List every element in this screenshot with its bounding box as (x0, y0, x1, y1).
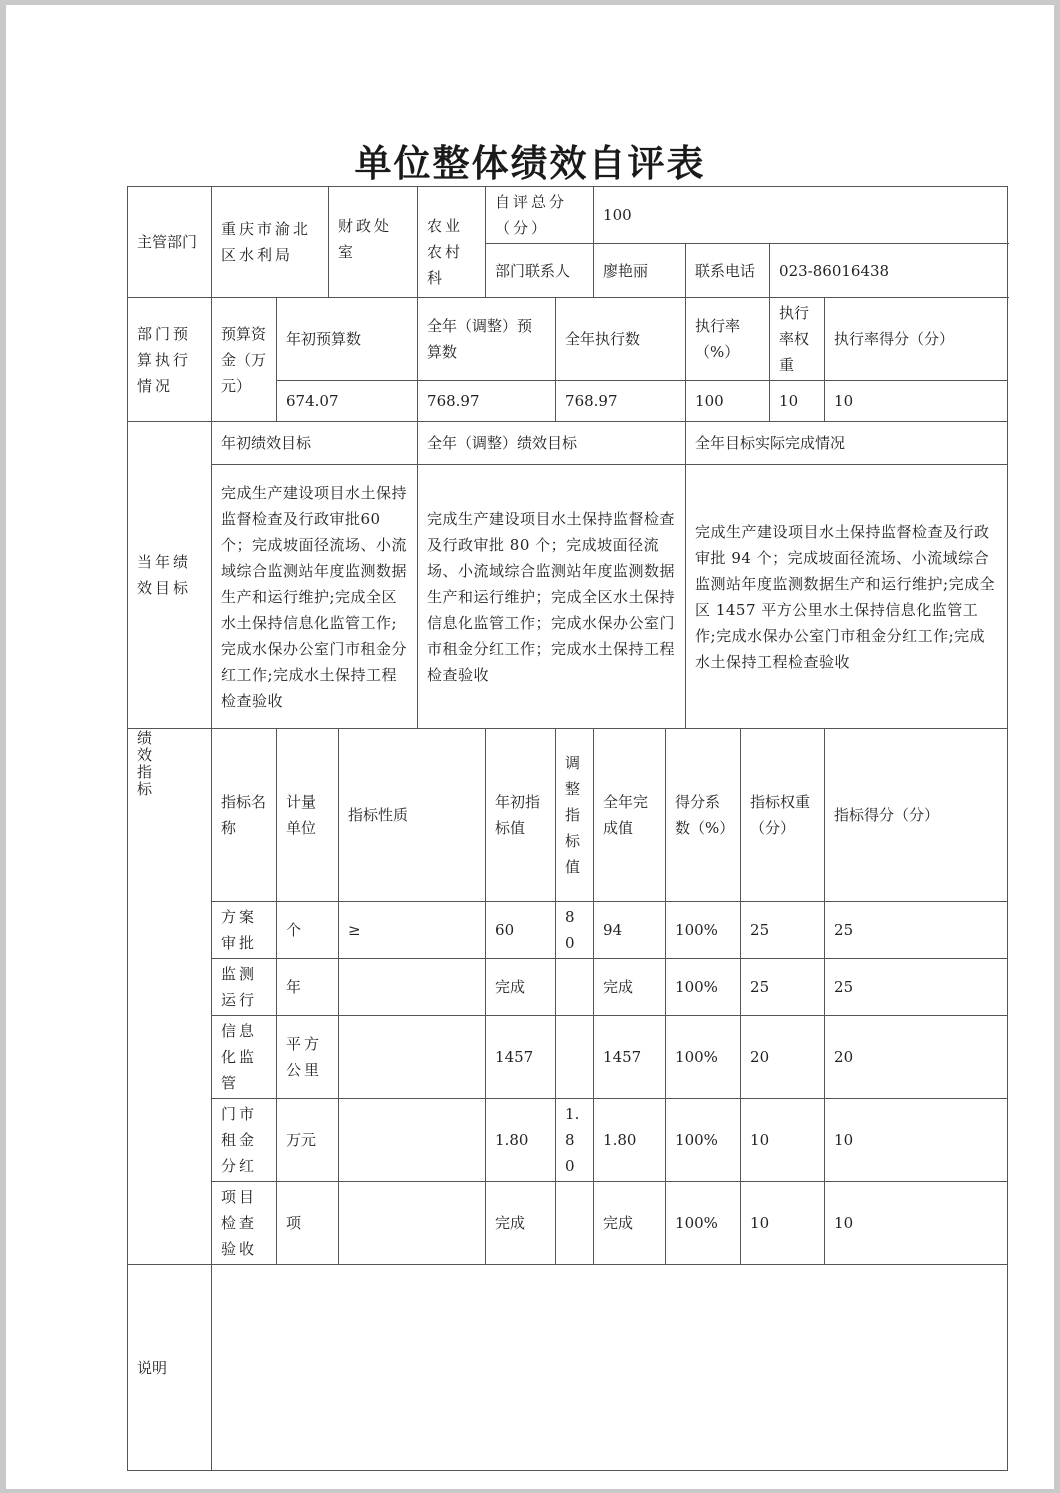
ind-row-nature (339, 1099, 486, 1182)
ind-row-adjusted: 80 (556, 902, 594, 959)
self-evaluation-table (127, 186, 1008, 1471)
ind-row-score: 20 (825, 1016, 1008, 1099)
table-row (128, 1099, 1008, 1182)
ind-row-coef: 100% (666, 1016, 741, 1099)
goals-section-label: 当年绩效目标 (128, 422, 212, 729)
budget-header-adjusted: 全年（调整）预算数 (418, 298, 556, 381)
budget-value-initial: 674.07 (277, 381, 418, 422)
ind-header-name: 指标名称 (212, 729, 277, 902)
ind-header-unit: 计量单位 (277, 729, 339, 902)
budget-value-executed: 768.97 (556, 381, 686, 422)
finance-office-cell: 财政处室 (329, 187, 418, 298)
goals-initial-text: 完成生产建设项目水土保持监督检查及行政审批60个；完成坡面径流场、小流域综合监测站年度监测数据生产和运行维护;完成全区水土保持信息化监管工作;完成水保办公室门市租金分红工作;完成水土保持工程检查验收 (212, 465, 418, 729)
ind-header-actual: 全年完成值 (594, 729, 666, 902)
ind-row-score: 25 (825, 959, 1008, 1016)
budget-value-adjusted: 768.97 (418, 381, 556, 422)
budget-value-score: 10 (825, 381, 1008, 422)
ind-row-name: 门市租金分红 (212, 1099, 277, 1182)
supervisor-label: 主管部门 (128, 187, 212, 298)
budget-value-rate: 100 (686, 381, 770, 422)
ind-row-score: 10 (825, 1182, 1008, 1265)
agri-dept-cell: 农业农村科 (418, 187, 486, 298)
budget-header-rate: 执行率（%） (686, 298, 770, 381)
budget-section-label: 部门预算执行情况 (128, 298, 212, 422)
ind-row-nature (339, 1016, 486, 1099)
table-row (128, 1016, 1008, 1099)
goals-actual-header: 全年目标实际完成情况 (686, 422, 1008, 465)
ind-row-weight: 20 (741, 1016, 825, 1099)
table-row (128, 902, 1008, 959)
ind-row-actual: 完成 (594, 959, 666, 1016)
ind-header-score: 指标得分（分） (825, 729, 1008, 902)
ind-row-nature (339, 1182, 486, 1265)
notes-label: 说明 (128, 1265, 212, 1471)
phone-value: 023-86016438 (770, 244, 1008, 298)
ind-header-coef: 得分系数（%） (666, 729, 741, 902)
goals-actual-text: 完成生产建设项目水土保持监督检查及行政审批 94 个；完成坡面径流场、小流域综合监测站年度监测数据生产和运行维护;完成全区 1457 平方公里水土保持信息化监管工作;完成水保办公室门市租金分红工作;完成水土保持工程检查验收 (686, 465, 1008, 729)
ind-row-weight: 10 (741, 1099, 825, 1182)
budget-header-weight: 执行率权重 (770, 298, 825, 381)
budget-funds-label: 预算资金（万元） (212, 298, 277, 422)
ind-row-nature: ≥ (339, 902, 486, 959)
score-value: 100 (594, 187, 1008, 244)
ind-row-initial: 60 (486, 902, 556, 959)
ind-row-actual: 1.80 (594, 1099, 666, 1182)
ind-row-score: 25 (825, 902, 1008, 959)
contact-person-value: 廖艳丽 (594, 244, 686, 298)
goals-adjusted-text: 完成生产建设项目水土保持监督检查及行政审批 80 个；完成坡面径流场、小流域综合监测站年度监测数据生产和运行维护；完成全区水土保持信息化监管工作；完成水保办公室门市租金分红工作；完成水土保持工程检查验收 (418, 465, 686, 729)
ind-row-weight: 10 (741, 1182, 825, 1265)
ind-row-score: 10 (825, 1099, 1008, 1182)
ind-row-name: 监测运行 (212, 959, 277, 1016)
ind-row-adjusted (556, 959, 594, 1016)
budget-header-executed: 全年执行数 (556, 298, 686, 381)
ind-row-coef: 100% (666, 959, 741, 1016)
ind-row-actual: 1457 (594, 1016, 666, 1099)
ind-row-initial: 1457 (486, 1016, 556, 1099)
budget-header-initial: 年初预算数 (277, 298, 418, 381)
phone-label: 联系电话 (686, 244, 770, 298)
ind-row-adjusted: 1.80 (556, 1099, 594, 1182)
ind-row-weight: 25 (741, 959, 825, 1016)
ind-row-coef: 100% (666, 902, 741, 959)
score-label: 自评总分（分） (486, 187, 594, 244)
ind-header-adjusted: 调整指标值 (556, 729, 594, 902)
ind-row-name: 项目检查验收 (212, 1182, 277, 1265)
indicators-section-label: 绩效指标 (128, 729, 212, 1265)
ind-row-adjusted (556, 1182, 594, 1265)
ind-row-actual: 完成 (594, 1182, 666, 1265)
ind-row-name: 信息化监管 (212, 1016, 277, 1099)
ind-row-unit: 万元 (277, 1099, 339, 1182)
ind-row-adjusted (556, 1016, 594, 1099)
goals-adjusted-header: 全年（调整）绩效目标 (418, 422, 686, 465)
table-row (128, 959, 1008, 1016)
contact-person-label: 部门联系人 (486, 244, 594, 298)
ind-header-nature: 指标性质 (339, 729, 486, 902)
ind-row-initial: 完成 (486, 1182, 556, 1265)
notes-content (212, 1265, 1008, 1471)
ind-row-coef: 100% (666, 1182, 741, 1265)
ind-row-coef: 100% (666, 1099, 741, 1182)
ind-header-initial: 年初指标值 (486, 729, 556, 902)
ind-row-initial: 完成 (486, 959, 556, 1016)
ind-row-weight: 25 (741, 902, 825, 959)
budget-value-weight: 10 (770, 381, 825, 422)
ind-row-unit: 平方公里 (277, 1016, 339, 1099)
goals-initial-header: 年初绩效目标 (212, 422, 418, 465)
ind-row-actual: 94 (594, 902, 666, 959)
ind-row-unit: 个 (277, 902, 339, 959)
ind-row-unit: 年 (277, 959, 339, 1016)
ind-header-weight: 指标权重（分） (741, 729, 825, 902)
ind-row-initial: 1.80 (486, 1099, 556, 1182)
ind-row-name: 方案审批 (212, 902, 277, 959)
budget-header-score: 执行率得分（分） (825, 298, 1008, 381)
table-row (128, 1182, 1008, 1265)
supervisor-value: 重庆市渝北区水利局 (212, 187, 329, 298)
ind-row-nature (339, 959, 486, 1016)
ind-row-unit: 项 (277, 1182, 339, 1265)
page-title: 单位整体绩效自评表 (354, 141, 706, 185)
